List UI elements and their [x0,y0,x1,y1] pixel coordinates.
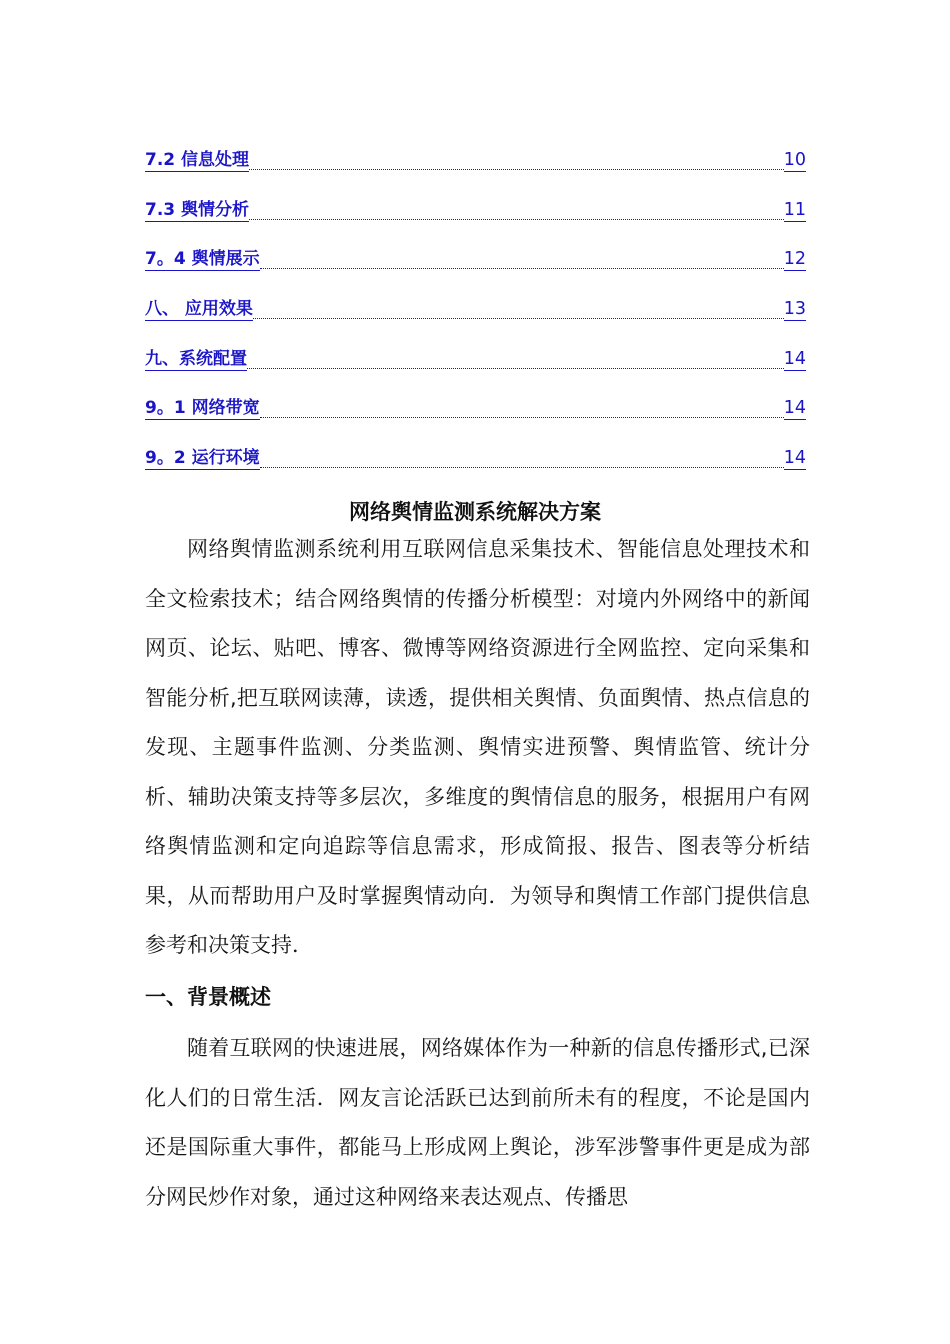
toc-link[interactable] [145,146,806,172]
toc-entry-page[interactable]: 14 [783,348,806,369]
toc-link[interactable] [145,295,806,321]
toc-entry[interactable] [145,432,806,482]
toc-entry-page[interactable]: 10 [783,149,806,170]
toc-dot-leader [249,163,784,170]
toc-entry[interactable] [145,184,806,234]
toc-entry-title[interactable]: 7.2 信息处理 [145,149,250,170]
background-paragraph: 随着互联网的快速进展，网络媒体作为一种新的信息传播形式,已深化人们的日常生活．网友言论活跃已达到前所未有的程度，不论是国内还是国际重大事件，都能马上形成网上舆论，涉军涉警事件更是成为部分网民炒作对象，通过这种网络来表达观点、传播思 [145,1036,810,1209]
toc-entry-page[interactable]: 12 [783,249,806,270]
toc-link[interactable] [145,245,806,271]
toc-entry-title[interactable]: 9。2 运行环境 [145,447,260,468]
toc-dot-leader [253,312,784,319]
toc-link[interactable] [145,444,806,470]
toc-entry-title[interactable]: 7.3 舆情分析 [145,199,250,220]
toc-entry[interactable] [145,333,806,383]
toc-dot-leader [260,262,784,269]
toc-entry-page[interactable]: 11 [783,199,806,220]
document-title: 网络舆情监测系统解决方案 [349,500,601,525]
toc-link[interactable] [145,394,806,420]
toc-entry-title[interactable]: 7。4 舆情展示 [145,249,260,270]
toc-entry-page[interactable]: 14 [783,398,806,419]
toc-entry-page[interactable]: 14 [783,447,806,468]
toc-entry-page[interactable]: 13 [783,298,806,319]
section-heading-background: 一、背景概述 [145,985,271,1009]
toc-dot-leader [260,461,784,468]
toc-entry[interactable] [145,134,806,184]
toc-dot-leader [249,213,784,220]
toc-link[interactable] [145,345,806,371]
toc-entry[interactable] [145,283,806,333]
toc-entry-title[interactable]: 八、 应用效果 [145,298,253,319]
toc-entry-title[interactable]: 9。1 网络带宽 [145,398,260,419]
toc-dot-leader [247,362,784,369]
toc-entry-title[interactable]: 九、系统配置 [145,348,247,369]
toc-entry[interactable] [145,382,806,432]
intro-paragraph: 网络舆情监测系统利用互联网信息采集技术、智能信息处理技术和全文检索技术；结合网络舆情的传播分析模型：对境内外网络中的新闻网页、论坛、贴吧、博客、微博等网络资源进行全网监控、定向采集和智能分析,把互联网读薄，读透，提供相关舆情、负面舆情、热点信息的发现、主题事件监测、分类监测、舆情实进预警、舆情监管、统计分析、辅助决策支持等多层次，多维度的舆情信息的服务，根据用户有网络舆情监测和定向追踪等信息需求，形成简报、报告、图表等分析结果，从而帮助用户及时掌握舆情动向．为领导和舆情工作部门提供信息参考和决策支持． [145,537,810,957]
toc-link[interactable] [145,196,806,222]
toc-dot-leader [260,411,784,418]
toc-entry[interactable] [145,233,806,283]
table-of-contents [145,134,806,482]
